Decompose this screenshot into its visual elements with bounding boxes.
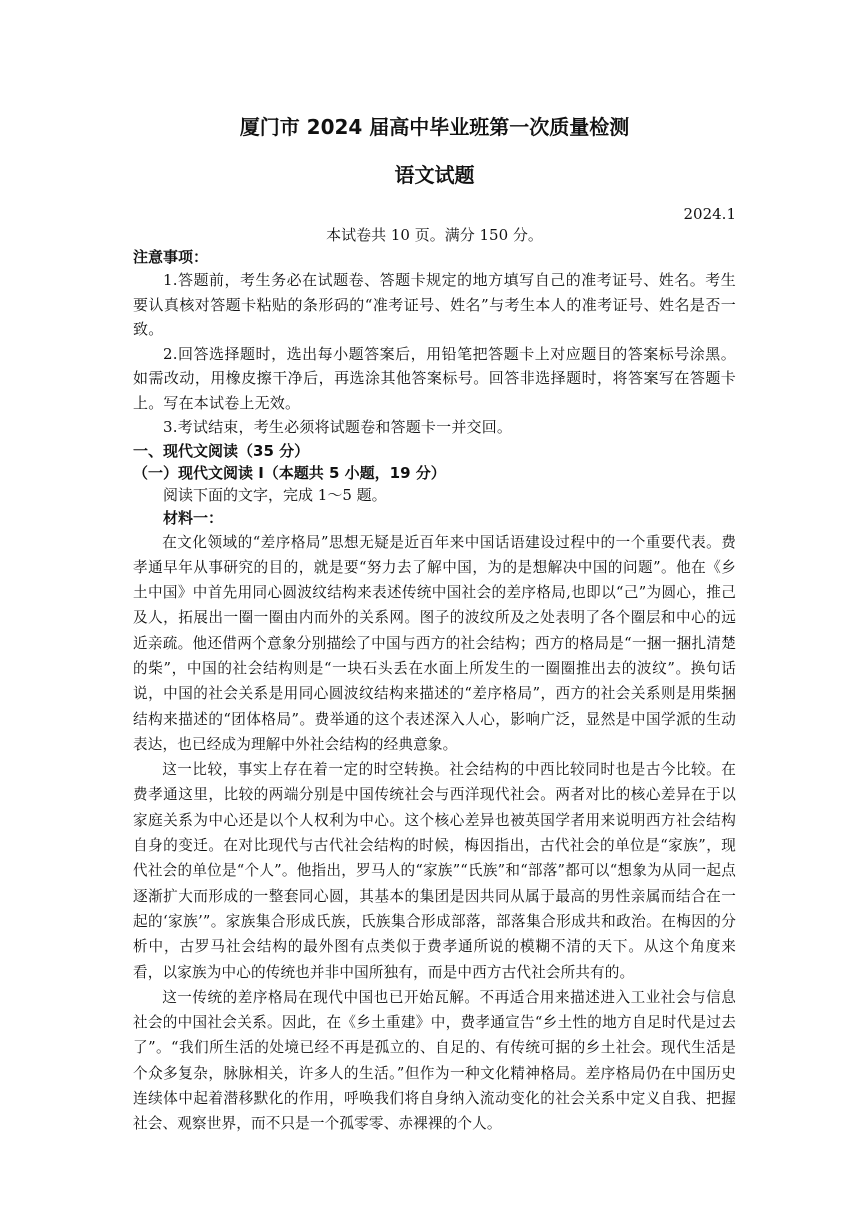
reading-instruction: 阅读下面的文字，完成 1～5 题。 <box>163 485 387 504</box>
material-label: 材料一： <box>163 508 224 527</box>
material-paragraph-1: 在文化领域的“差序格局”思想无疑是近百年来中国话语建设过程中的一个重要代表。费孝通早年从事研究的目的，就是要“努力去了解中国，为的是想解决中国的问题”。他在《乡土中国》中首先用同心圆波纹结构来表述传统中国社会的差序格局,也即以“己”为圆心，推己及人，拓展出一圈一圈由内而外的关系网。图子的波纹所及之处表明了各个圈层和中心的远近亲疏。他还借两个意象分别描绘了中国与西方的社会结构；西方的格局是“一捆一捆扎清楚的柴”，中国的社会结构则是“一块石头丢在水面上所发生的一圈圈推出去的波纹”。换句话说，中国的社会关系是用同心圆波纹结构来描述的“差序格局”，西方的社会关系则是用柴捆结构来描述的“团体格局”。费举通的这个表述深入人心，影响广泛，显然是中国学派的生动表达，也已经成为理解中外社会结构的经典意象。 <box>133 533 736 753</box>
exam-subtitle: 语文试题 <box>394 163 475 187</box>
exam-page <box>133 112 736 1137</box>
exam-note: 本试卷共 10 页。满分 150 分。 <box>326 226 543 244</box>
notice-block <box>133 246 736 440</box>
section-heading: 一、现代文阅读（35 分） <box>133 441 310 460</box>
subsection-heading: （一）现代文阅读 I（本题共 5 小题，19 分） <box>133 463 446 482</box>
material-paragraph-2: 这一比较，事实上存在着一定的时空转换。社会结构的中西比较同时也是古今比较。在费孝通这里，比较的两端分别是中国传统社会与西洋现代社会。两者对比的核心差异在于以家庭关系为中心还是以个人权利为中心。这个核心差异也被英国学者用来说明西方社会结构自身的变迁。在对比现代与古代社会结构的时候，梅因指出，古代社会的单位是“家族”，现代社会的单位是“个人”。他指出，罗马人的“家族”“氏族”和“部落”都可以“想象为从同一起点逐渐扩大而形成的一整套同心圆，其基本的集团是因共同从属于最高的男性亲属而结合在一起的‘家族’”。家族集合形成氏族，氏族集合形成部落，部落集合形成共和政治。在梅因的分析中，古罗马社会结构的最外图有点类似于费孝通所说的模糊不清的天下。从这个角度来看，以家族为中心的传统也并非中国所独有，而是中西方古代社会所共有的。 <box>133 761 736 981</box>
notice-item-3: 3.考试结束，考生必须将试题卷和答题卡一并交回。 <box>163 418 513 436</box>
reading-section <box>133 440 736 1137</box>
exam-title: 厦门市 2024 届高中毕业班第一次质量检测 <box>239 115 630 139</box>
notice-heading: 注意事项： <box>133 248 209 266</box>
material-paragraph-3: 这一传统的差序格局在现代中国也已开始瓦解。不再适合用来描述进入工业社会与信息社会的中国社会关系。因此，在《乡土重建》中，费孝通宣告“乡土性的地方自足时代是过去了”。“我们所生活的处境已经不再是孤立的、自足的、有传统可据的乡土社会。现代生活是个众多复杂，脉脉相关，许多人的生活。”但作为一种文化精神格局。差序格局仍在中国历史连续体中起着潜移默化的作用，呼唤我们将自身纳入流动变化的社会关系中定义自我、把握社会、观察世界，而不只是一个孤零零、赤裸裸的个人。 <box>133 988 736 1133</box>
notice-item-2: 2.回答选择题时，选出每小题答案后，用铅笔把答题卡上对应题目的答案标号涂黑。如需改动，用橡皮擦干净后，再选涂其他答案标号。回答非选择题时，将答案写在答题卡上。写在本试卷上无效。 <box>133 344 736 412</box>
exam-date: 2024.1 <box>683 205 736 223</box>
notice-item-1: 1.答题前，考生务必在试题卷、答题卡规定的地方填写自己的准考证号、姓名。考生要认真核对答题卡粘贴的条形码的“准考证号、姓名”与考生本人的准考证号、姓名是否一致。 <box>133 271 736 338</box>
